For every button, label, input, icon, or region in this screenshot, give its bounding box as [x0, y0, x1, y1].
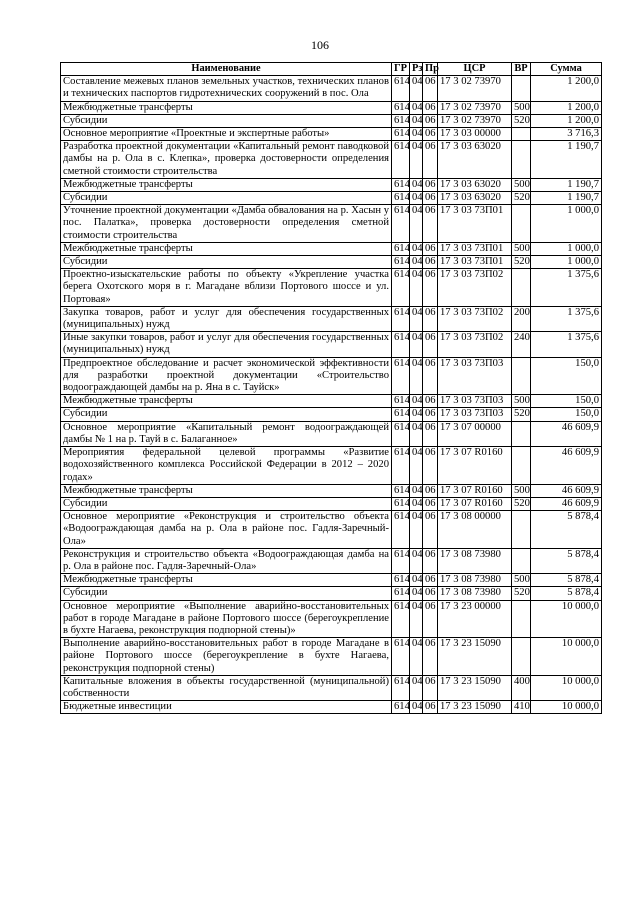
cell-vr: 410 — [512, 701, 531, 714]
table-row — [61, 256, 602, 269]
cell-sum: 1 190,7 — [531, 141, 602, 179]
cell-name: Мероприятия федеральной целевой программы «Развитие водохозяйственного комплекса Российской Федерации в 2012 – 2020 годах» — [61, 447, 392, 485]
cell-gr: 614 — [392, 192, 410, 205]
cell-gr: 614 — [392, 600, 410, 638]
cell-rz: 04 — [410, 256, 423, 269]
cell-gr: 614 — [392, 675, 410, 700]
cell-name: Проектно-изыскательские работы по объекту «Укрепление участка берега Охотского моря в г. Магадане вблизи Портового шоссе и ул. Портовая» — [61, 269, 392, 307]
cell-gr: 614 — [392, 548, 410, 573]
cell-rz: 04 — [410, 178, 423, 191]
cell-name: Субсидии — [61, 497, 392, 510]
table-row — [61, 484, 602, 497]
cell-name: Межбюджетные трансферты — [61, 242, 392, 255]
cell-csr: 17 3 02 73970 — [438, 101, 512, 114]
table-row — [61, 638, 602, 676]
cell-vr: 400 — [512, 675, 531, 700]
cell-csr: 17 3 03 73П03 — [438, 357, 512, 395]
cell-pr: 06 — [423, 332, 438, 357]
cell-name: Межбюджетные трансферты — [61, 484, 392, 497]
cell-pr: 06 — [423, 497, 438, 510]
cell-csr: 17 3 23 15090 — [438, 675, 512, 700]
cell-pr: 06 — [423, 101, 438, 114]
cell-pr: 06 — [423, 574, 438, 587]
cell-name: Межбюджетные трансферты — [61, 395, 392, 408]
cell-csr: 17 3 03 63020 — [438, 192, 512, 205]
cell-gr: 614 — [392, 269, 410, 307]
cell-vr: 520 — [512, 114, 531, 127]
cell-pr: 06 — [423, 511, 438, 549]
cell-pr: 06 — [423, 192, 438, 205]
cell-vr: 200 — [512, 306, 531, 331]
cell-sum: 10 000,0 — [531, 701, 602, 714]
cell-sum: 46 609,9 — [531, 421, 602, 446]
header-name: Наименование — [61, 63, 392, 76]
table-row — [61, 675, 602, 700]
cell-rz: 04 — [410, 548, 423, 573]
table-body — [61, 76, 602, 714]
cell-pr: 06 — [423, 141, 438, 179]
cell-csr: 17 3 07 R0160 — [438, 484, 512, 497]
cell-gr: 614 — [392, 421, 410, 446]
cell-csr: 17 3 03 73П02 — [438, 306, 512, 331]
cell-pr: 06 — [423, 242, 438, 255]
cell-gr: 614 — [392, 128, 410, 141]
cell-name: Субсидии — [61, 192, 392, 205]
cell-gr: 614 — [392, 511, 410, 549]
table-row — [61, 421, 602, 446]
table-row — [61, 600, 602, 638]
cell-name: Межбюджетные трансферты — [61, 101, 392, 114]
cell-csr: 17 3 07 00000 — [438, 421, 512, 446]
cell-sum: 5 878,4 — [531, 587, 602, 600]
cell-sum: 1 375,6 — [531, 269, 602, 307]
cell-vr: 520 — [512, 497, 531, 510]
cell-rz: 04 — [410, 484, 423, 497]
cell-vr — [512, 421, 531, 446]
cell-rz: 04 — [410, 395, 423, 408]
cell-vr — [512, 357, 531, 395]
cell-sum: 10 000,0 — [531, 638, 602, 676]
cell-csr: 17 3 03 00000 — [438, 128, 512, 141]
cell-csr: 17 3 23 15090 — [438, 701, 512, 714]
cell-rz: 04 — [410, 141, 423, 179]
cell-gr: 614 — [392, 306, 410, 331]
cell-sum: 150,0 — [531, 408, 602, 421]
cell-gr: 614 — [392, 114, 410, 127]
cell-rz: 04 — [410, 269, 423, 307]
cell-name: Субсидии — [61, 256, 392, 269]
cell-name: Составление межевых планов земельных участков, технических планов и технических паспортов гидротехнических сооружений в пос. Ола — [61, 76, 392, 101]
cell-gr: 614 — [392, 447, 410, 485]
cell-vr — [512, 128, 531, 141]
cell-rz: 04 — [410, 101, 423, 114]
cell-name: Капитальные вложения в объекты государственной (муниципальной) собственности — [61, 675, 392, 700]
cell-gr: 614 — [392, 141, 410, 179]
cell-sum: 1 000,0 — [531, 256, 602, 269]
cell-rz: 04 — [410, 638, 423, 676]
header-vr: ВР — [512, 63, 531, 76]
cell-vr — [512, 548, 531, 573]
cell-sum: 10 000,0 — [531, 675, 602, 700]
cell-csr: 17 3 03 73П01 — [438, 242, 512, 255]
table-row — [61, 395, 602, 408]
cell-pr: 06 — [423, 675, 438, 700]
cell-csr: 17 3 03 73П02 — [438, 332, 512, 357]
cell-sum: 1 000,0 — [531, 242, 602, 255]
cell-pr: 06 — [423, 587, 438, 600]
cell-sum: 1 190,7 — [531, 178, 602, 191]
cell-pr: 06 — [423, 178, 438, 191]
page-number: 106 — [311, 38, 329, 52]
cell-sum: 1 375,6 — [531, 332, 602, 357]
cell-pr: 06 — [423, 638, 438, 676]
cell-vr — [512, 76, 531, 101]
table-row — [61, 587, 602, 600]
cell-csr: 17 3 03 73П01 — [438, 205, 512, 243]
cell-gr: 614 — [392, 587, 410, 600]
cell-pr: 06 — [423, 205, 438, 243]
table-row — [61, 332, 602, 357]
cell-gr: 614 — [392, 497, 410, 510]
cell-name: Субсидии — [61, 114, 392, 127]
cell-sum: 150,0 — [531, 357, 602, 395]
cell-csr: 17 3 08 73980 — [438, 548, 512, 573]
cell-gr: 614 — [392, 395, 410, 408]
cell-gr: 614 — [392, 638, 410, 676]
cell-rz: 04 — [410, 205, 423, 243]
cell-vr: 500 — [512, 484, 531, 497]
cell-vr — [512, 447, 531, 485]
table-row — [61, 306, 602, 331]
cell-rz: 04 — [410, 408, 423, 421]
cell-rz: 04 — [410, 76, 423, 101]
cell-csr: 17 3 03 73П02 — [438, 269, 512, 307]
cell-vr: 500 — [512, 395, 531, 408]
cell-gr: 614 — [392, 101, 410, 114]
cell-sum: 3 716,3 — [531, 128, 602, 141]
cell-rz: 04 — [410, 574, 423, 587]
cell-vr — [512, 269, 531, 307]
cell-csr: 17 3 03 73П03 — [438, 408, 512, 421]
table-row — [61, 497, 602, 510]
cell-name: Иные закупки товаров, работ и услуг для обеспечения государственных (муниципальных) нужд — [61, 332, 392, 357]
cell-csr: 17 3 08 00000 — [438, 511, 512, 549]
table-row — [61, 269, 602, 307]
cell-sum: 5 878,4 — [531, 511, 602, 549]
cell-rz: 04 — [410, 357, 423, 395]
cell-name: Бюджетные инвестиции — [61, 701, 392, 714]
header-sum: Сумма — [531, 63, 602, 76]
header-rz: Рз — [410, 63, 423, 76]
cell-vr: 520 — [512, 408, 531, 421]
cell-gr: 614 — [392, 205, 410, 243]
cell-gr: 614 — [392, 242, 410, 255]
cell-rz: 04 — [410, 332, 423, 357]
cell-rz: 04 — [410, 306, 423, 331]
cell-name: Основное мероприятие «Выполнение аварийно-восстановительных работ в городе Магадане в районе Портового шоссе (берегоукрепление в бухте Нагаева, реконструкция подпорной стены)» — [61, 600, 392, 638]
header-pr: Пр — [423, 63, 438, 76]
cell-vr: 520 — [512, 587, 531, 600]
cell-sum: 46 609,9 — [531, 497, 602, 510]
cell-pr: 06 — [423, 76, 438, 101]
table-row — [61, 242, 602, 255]
cell-pr: 06 — [423, 408, 438, 421]
cell-vr: 520 — [512, 256, 531, 269]
cell-sum: 1 200,0 — [531, 114, 602, 127]
table-row — [61, 76, 602, 101]
table-row — [61, 548, 602, 573]
cell-pr: 06 — [423, 548, 438, 573]
cell-vr: 500 — [512, 242, 531, 255]
cell-gr: 614 — [392, 256, 410, 269]
cell-gr: 614 — [392, 484, 410, 497]
cell-rz: 04 — [410, 675, 423, 700]
cell-pr: 06 — [423, 484, 438, 497]
cell-pr: 06 — [423, 421, 438, 446]
cell-vr: 500 — [512, 574, 531, 587]
cell-vr — [512, 511, 531, 549]
cell-rz: 04 — [410, 421, 423, 446]
header-gr: ГР — [392, 63, 410, 76]
table-row — [61, 128, 602, 141]
cell-rz: 04 — [410, 128, 423, 141]
cell-rz: 04 — [410, 447, 423, 485]
table-row — [61, 574, 602, 587]
table-header-row — [61, 63, 602, 76]
cell-vr: 500 — [512, 178, 531, 191]
table-row — [61, 408, 602, 421]
cell-rz: 04 — [410, 587, 423, 600]
cell-sum: 1 375,6 — [531, 306, 602, 331]
cell-pr: 06 — [423, 357, 438, 395]
table-row — [61, 141, 602, 179]
cell-sum: 10 000,0 — [531, 600, 602, 638]
cell-csr: 17 3 02 73970 — [438, 76, 512, 101]
cell-csr: 17 3 23 15090 — [438, 638, 512, 676]
table-row — [61, 511, 602, 549]
cell-name: Разработка проектной документации «Капитальный ремонт паводковой дамбы на р. Ола в с. Клепка», проверка достоверности определения сметной стоимости строительства — [61, 141, 392, 179]
cell-rz: 04 — [410, 600, 423, 638]
cell-sum: 1 200,0 — [531, 101, 602, 114]
table-row — [61, 178, 602, 191]
header-csr: ЦСР — [438, 63, 512, 76]
cell-rz: 04 — [410, 701, 423, 714]
cell-csr: 17 3 07 R0160 — [438, 447, 512, 485]
cell-rz: 04 — [410, 497, 423, 510]
cell-sum: 1 200,0 — [531, 76, 602, 101]
cell-csr: 17 3 03 63020 — [438, 141, 512, 179]
table-row — [61, 101, 602, 114]
budget-table — [60, 62, 602, 714]
table-row — [61, 192, 602, 205]
cell-csr: 17 3 23 00000 — [438, 600, 512, 638]
cell-pr: 06 — [423, 256, 438, 269]
cell-vr — [512, 638, 531, 676]
cell-sum: 46 609,9 — [531, 447, 602, 485]
cell-rz: 04 — [410, 511, 423, 549]
cell-sum: 5 878,4 — [531, 548, 602, 573]
cell-csr: 17 3 03 73П03 — [438, 395, 512, 408]
cell-name: Субсидии — [61, 408, 392, 421]
cell-name: Субсидии — [61, 587, 392, 600]
cell-csr: 17 3 08 73980 — [438, 587, 512, 600]
cell-pr: 06 — [423, 447, 438, 485]
table-row — [61, 447, 602, 485]
cell-sum: 1 190,7 — [531, 192, 602, 205]
cell-sum: 46 609,9 — [531, 484, 602, 497]
cell-pr: 06 — [423, 269, 438, 307]
cell-name: Закупка товаров, работ и услуг для обеспечения государственных (муниципальных) нужд — [61, 306, 392, 331]
cell-gr: 614 — [392, 408, 410, 421]
cell-name: Межбюджетные трансферты — [61, 574, 392, 587]
cell-sum: 1 000,0 — [531, 205, 602, 243]
cell-name: Межбюджетные трансферты — [61, 178, 392, 191]
cell-name: Основное мероприятие «Реконструкция и строительство объекта «Водоограждающая дамба на р. Ола в районе пос. Гадля-Заречный-Ола» — [61, 511, 392, 549]
cell-vr — [512, 600, 531, 638]
cell-name: Основное мероприятие «Капитальный ремонт водоограждающей дамбы № 1 на р. Тауй в с. Балаганное» — [61, 421, 392, 446]
cell-rz: 04 — [410, 192, 423, 205]
cell-csr: 17 3 02 73970 — [438, 114, 512, 127]
cell-rz: 04 — [410, 242, 423, 255]
cell-name: Уточнение проектной документации «Дамба обвалования на р. Хасын у пос. Палатка», проверка достоверности определения сметной стоимости строительства — [61, 205, 392, 243]
table-row — [61, 114, 602, 127]
cell-sum: 5 878,4 — [531, 574, 602, 587]
cell-gr: 614 — [392, 574, 410, 587]
cell-csr: 17 3 03 73П01 — [438, 256, 512, 269]
cell-name: Предпроектное обследование и расчет экономической эффективности для разработки проектной документации «Строительство водоограждающей дамбы на р. Яна в с. Тауйск» — [61, 357, 392, 395]
cell-gr: 614 — [392, 332, 410, 357]
cell-vr — [512, 141, 531, 179]
cell-name: Реконструкция и строительство объекта «Водоограждающая дамба на р. Ола в районе пос. Гадля-Заречный-Ола» — [61, 548, 392, 573]
cell-csr: 17 3 08 73980 — [438, 574, 512, 587]
cell-vr: 520 — [512, 192, 531, 205]
cell-name: Основное мероприятие «Проектные и экспертные работы» — [61, 128, 392, 141]
cell-gr: 614 — [392, 701, 410, 714]
cell-gr: 614 — [392, 357, 410, 395]
table-row — [61, 205, 602, 243]
cell-sum: 150,0 — [531, 395, 602, 408]
table-row — [61, 357, 602, 395]
cell-pr: 06 — [423, 306, 438, 331]
cell-vr: 500 — [512, 101, 531, 114]
cell-vr: 240 — [512, 332, 531, 357]
cell-pr: 06 — [423, 114, 438, 127]
cell-csr: 17 3 03 63020 — [438, 178, 512, 191]
cell-name: Выполнение аварийно-восстановительных работ в городе Магадане в районе Портового шоссе (берегоукрепление в бухте Нагаева, реконструкция подпорной стены) — [61, 638, 392, 676]
cell-vr — [512, 205, 531, 243]
cell-pr: 06 — [423, 600, 438, 638]
cell-gr: 614 — [392, 76, 410, 101]
cell-pr: 06 — [423, 128, 438, 141]
cell-rz: 04 — [410, 114, 423, 127]
cell-pr: 06 — [423, 701, 438, 714]
cell-pr: 06 — [423, 395, 438, 408]
cell-csr: 17 3 07 R0160 — [438, 497, 512, 510]
table-row — [61, 701, 602, 714]
cell-gr: 614 — [392, 178, 410, 191]
